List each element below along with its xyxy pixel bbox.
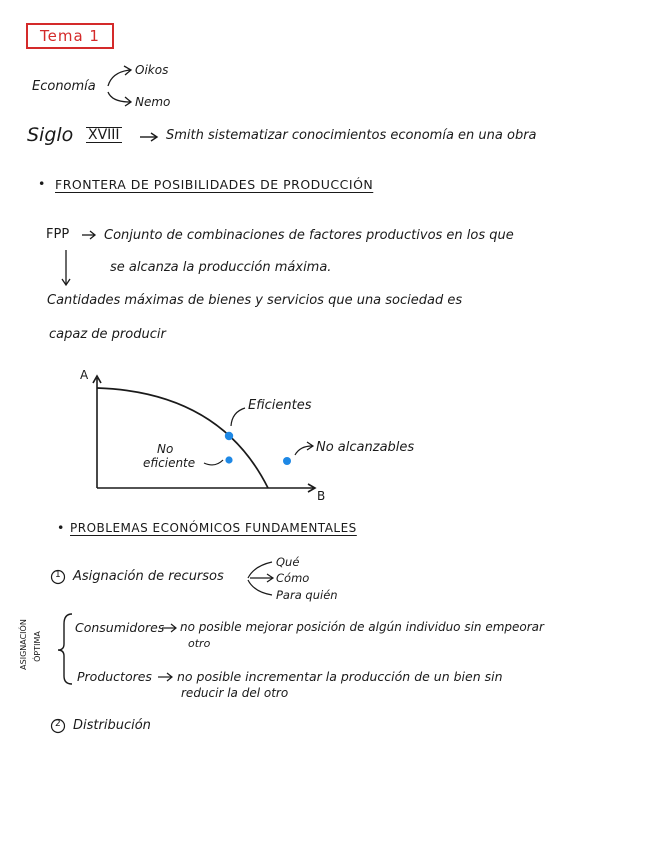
chart-axis-x-label: B <box>317 489 326 503</box>
branch-arrow-oikos <box>108 70 130 86</box>
page-title: Tema 1 <box>40 27 100 45</box>
consumidores-text-line2: otro <box>188 637 211 650</box>
siglo-label: Siglo <box>27 124 74 146</box>
productores-text-line1: no posible incrementar la producción de un bien sin <box>177 669 503 684</box>
dot-unattainable <box>283 457 291 465</box>
cantidades-line1: Cantidades máximas de bienes y servicios que una sociedad es <box>47 293 463 308</box>
asignacion-recursos: Asignación de recursos <box>73 569 224 584</box>
no-alcanzables-pointer <box>295 446 312 455</box>
root-oikos: Oikos <box>135 63 169 77</box>
problemas-heading: PROBLEMAS ECONÓMICOS FUNDAMENTALES <box>70 521 357 535</box>
eficientes-pointer <box>231 408 245 426</box>
dot-efficient <box>225 432 233 440</box>
no-eficiente-pointer <box>204 460 223 465</box>
chart-label-eficientes: Eficientes <box>248 398 312 413</box>
ppf-curve <box>97 388 268 488</box>
fpp-def-line2: se alcanza la producción máxima. <box>110 260 332 275</box>
chart-label-no-alcanzables: No alcanzables <box>316 440 415 455</box>
root-nemo: Nemo <box>135 95 171 109</box>
bullet-1: • <box>38 176 46 191</box>
dot-inefficient <box>225 456 232 463</box>
consumidores-label: Consumidores <box>75 620 165 635</box>
branch-para-quien <box>248 580 272 595</box>
q-como: Cómo <box>276 571 310 585</box>
cantidades-line2: capaz de producir <box>49 327 166 342</box>
fpp-def-line1: Conjunto de combinaciones de factores productivos en los que <box>104 228 514 243</box>
bullet-2: • <box>57 520 65 535</box>
branch-arrow-nemo <box>108 92 130 102</box>
frontera-heading: FRONTERA DE POSIBILIDADES DE PRODUCCIÓN <box>55 177 374 192</box>
side-label-asignacion: ASIGNACIÓN <box>18 619 28 670</box>
q-para-quien: Para quién <box>276 588 338 602</box>
chart-label-eficiente: eficiente <box>143 456 196 470</box>
siglo-text: Smith sistematizar conocimientos economía en una obra <box>166 128 537 143</box>
fpp-abbr: FPP <box>46 227 70 242</box>
number-2: 2 <box>55 719 61 729</box>
q-que: Qué <box>276 555 300 569</box>
siglo-century: XVIII <box>88 127 120 143</box>
consumidores-text-line1: no posible mejorar posición de algún individuo sin empeorar <box>180 620 544 634</box>
chart-axis-y-label: A <box>80 368 89 382</box>
chart-label-no: No <box>157 442 174 456</box>
asignacion-brace <box>58 614 72 684</box>
distribucion: Distribución <box>73 718 151 733</box>
side-label-optima: ÓPTIMA <box>32 631 42 662</box>
productores-text-line2: reducir la del otro <box>181 686 289 700</box>
number-1: 1 <box>55 570 61 580</box>
economia-word: Economía <box>32 79 96 94</box>
productores-label: Productores <box>77 669 152 684</box>
